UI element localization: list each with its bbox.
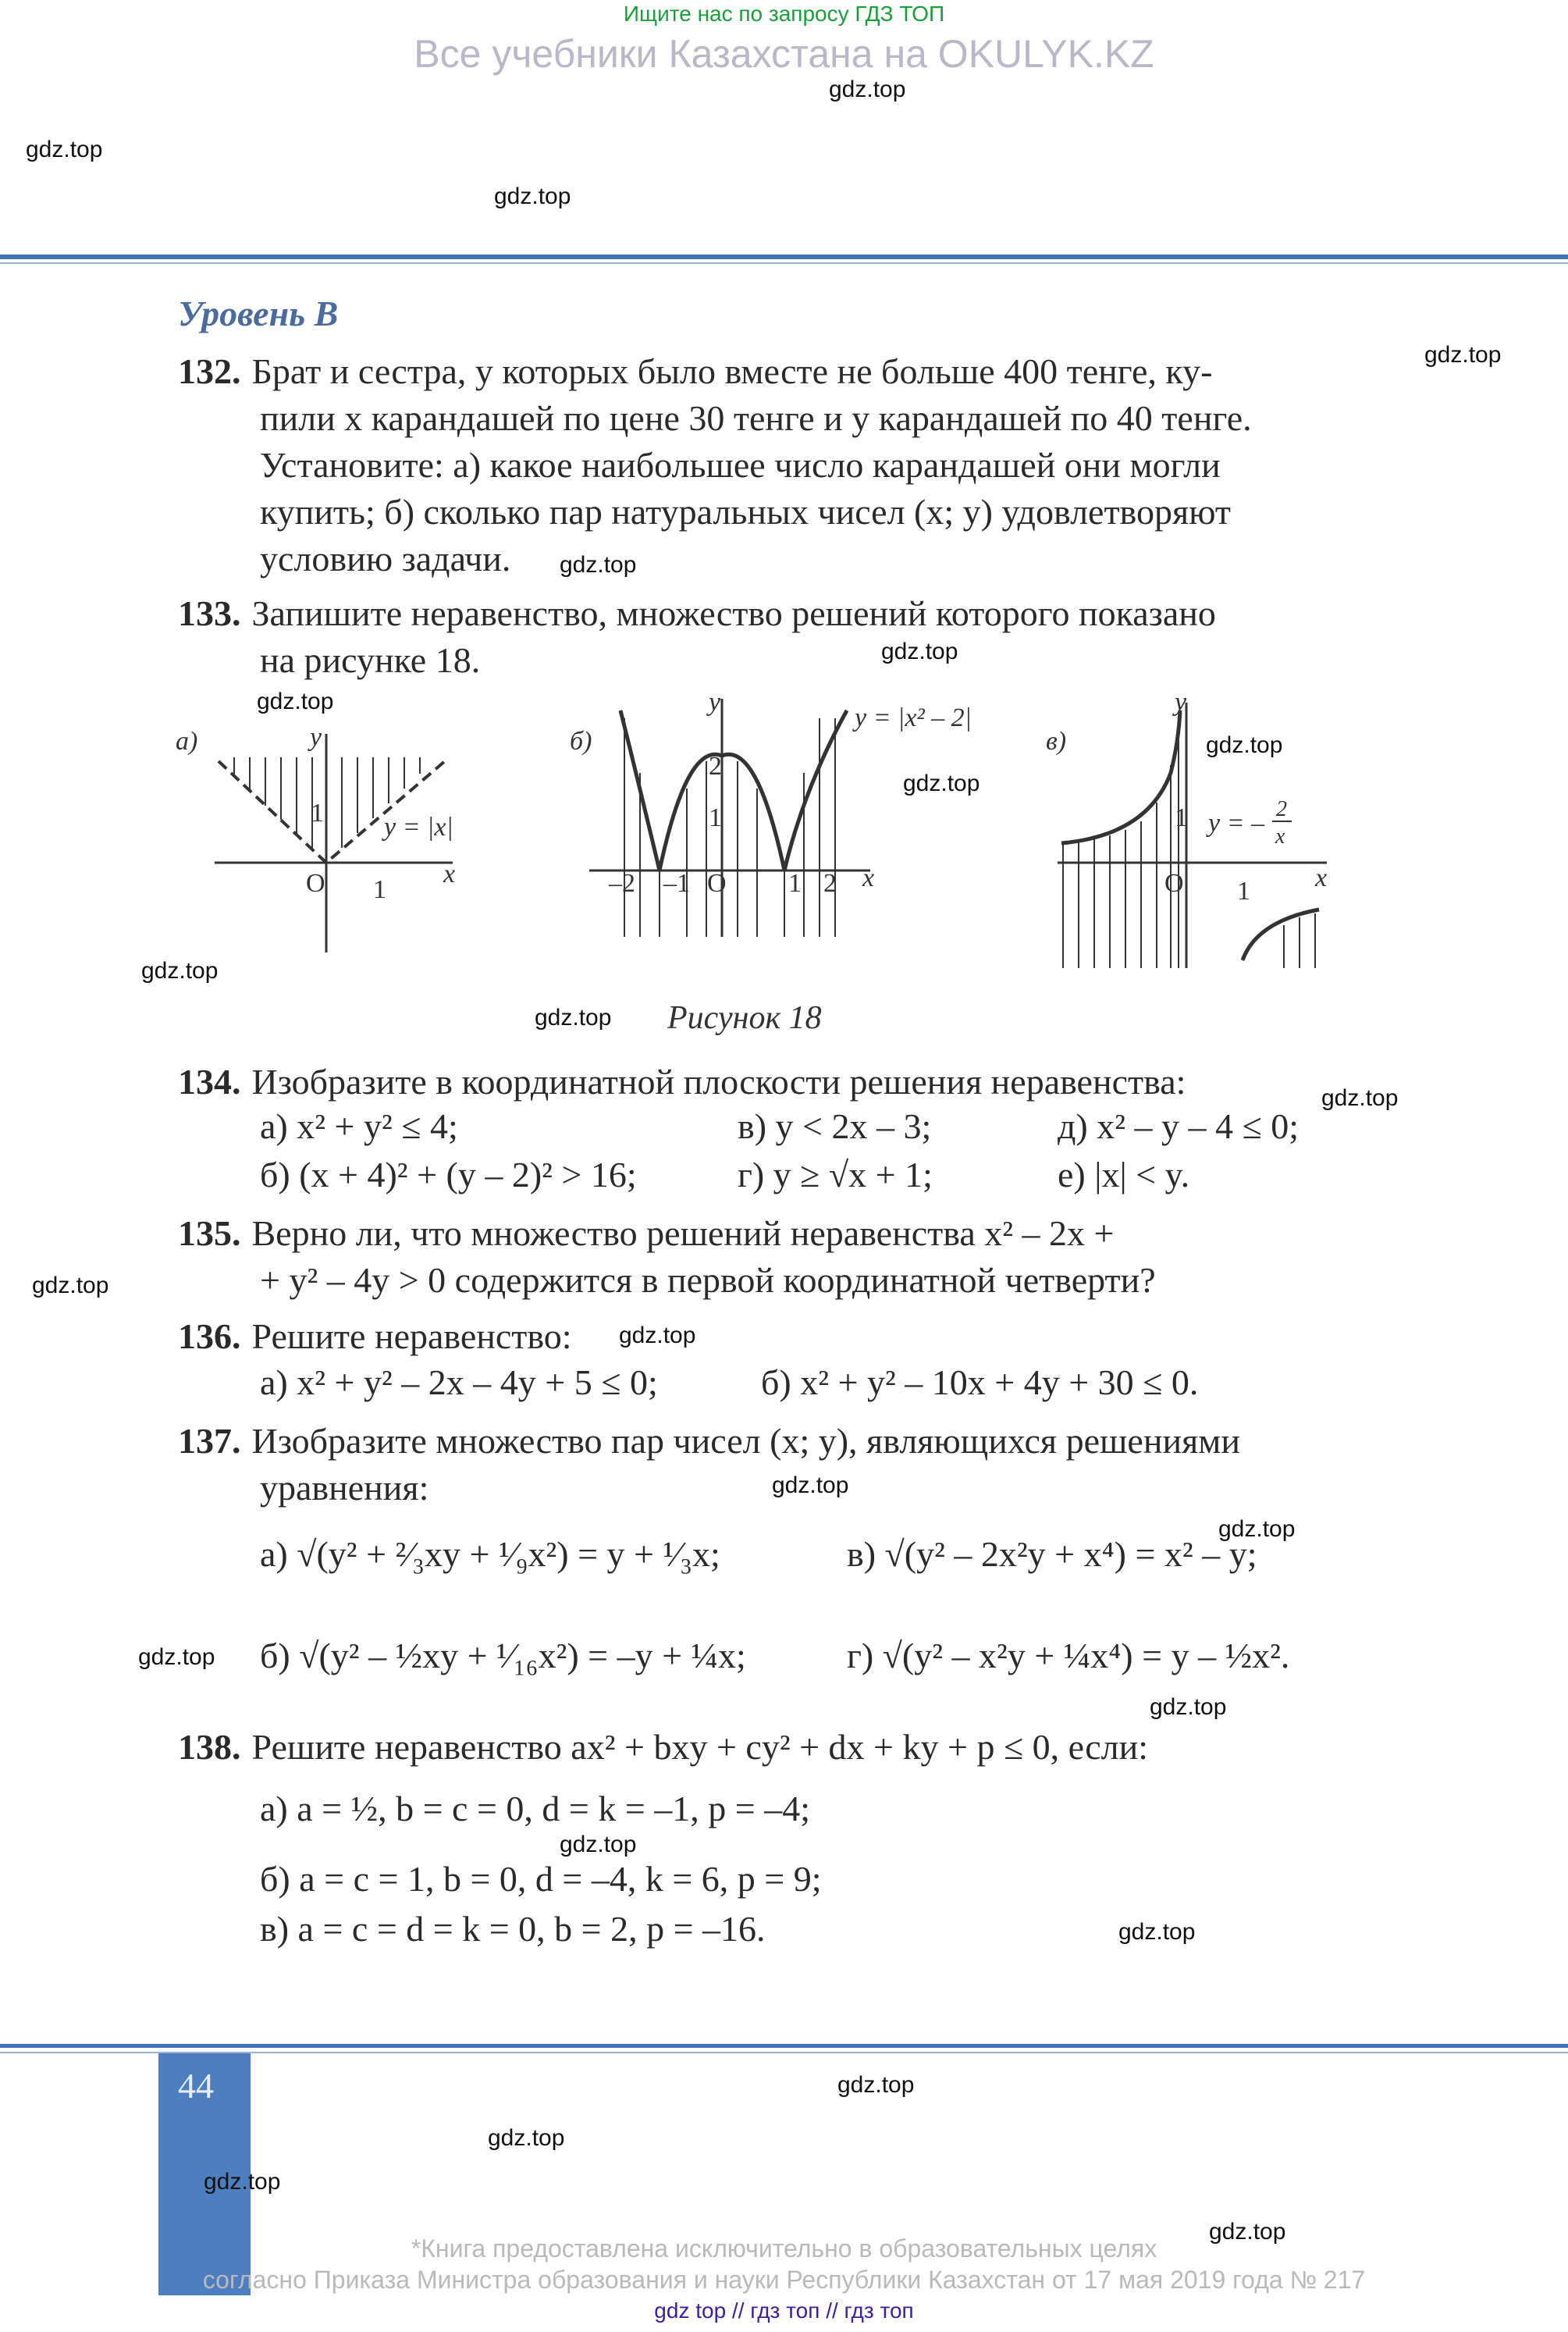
- watermark: gdz.top: [138, 1644, 215, 1670]
- watermark: gdz.top: [494, 183, 571, 209]
- top-rule: [0, 255, 1568, 259]
- watermark: gdz.top: [535, 1005, 612, 1031]
- tick-label: 1: [373, 875, 386, 904]
- level-title: Уровень В: [178, 294, 339, 333]
- tick-label: 1: [788, 869, 802, 898]
- problem-line: Брат и сестра, у которых было вместе не больше 400 тенге, ку-: [251, 351, 1213, 391]
- function-numerator: 2: [1276, 797, 1287, 821]
- subproblem: б) (x + 4)² + (y – 2)² > 16;: [260, 1155, 637, 1194]
- problem-number: 138.: [178, 1727, 241, 1767]
- subproblem: а) x² + y² ≤ 4;: [260, 1106, 458, 1146]
- problem-line: Решите неравенство ax² + bxy + cy² + dx + ky + p ≤ 0, если:: [251, 1727, 1149, 1767]
- tick-label: 1: [1175, 803, 1188, 832]
- problem-line: пили x карандашей по цене 30 тенге и y карандашей по 40 тенге.: [260, 398, 1252, 438]
- problem-line: уравнения:: [260, 1468, 429, 1508]
- watermark: gdz.top: [837, 2072, 915, 2098]
- origin: O: [707, 869, 727, 898]
- axis-y: y: [709, 688, 721, 717]
- watermark: gdz.top: [560, 552, 637, 578]
- axis-y: y: [310, 723, 322, 752]
- label-b: б): [570, 727, 592, 756]
- watermark: gdz.top: [1206, 732, 1283, 758]
- watermark: gdz.top: [1218, 1516, 1296, 1542]
- problem-number: 137.: [178, 1421, 241, 1461]
- function-label: y = |x|: [384, 813, 453, 842]
- function-label: y = |x² – 2|: [855, 703, 972, 732]
- graph-c: [1058, 703, 1327, 968]
- problem-line: Изобразите в координатной плоскости решения неравенства:: [251, 1062, 1186, 1102]
- watermark: gdz.top: [257, 689, 334, 714]
- problem-line: Изобразите множество пар чисел (x; y), являющихся решениями: [251, 1421, 1240, 1461]
- watermark: gdz.top: [1424, 342, 1502, 368]
- subproblem: а) x² + y² – 2x – 4y + 5 ≤ 0;: [260, 1362, 658, 1402]
- problem-number: 134.: [178, 1062, 241, 1102]
- watermark: gdz.top: [204, 2169, 281, 2195]
- axis-x: x: [443, 860, 456, 888]
- problem-line: Запишите неравенство, множество решений которого показано: [251, 593, 1216, 633]
- footer-note-2: согласно Приказа Министра образования и науки Республики Казахстан от 17 мая 2019 года № 217: [202, 2266, 1366, 2294]
- tick-label: –2: [609, 869, 635, 898]
- watermark: gdz.top: [1118, 1919, 1196, 1945]
- problem-line: условию задачи.: [260, 539, 511, 579]
- watermark: gdz.top: [141, 958, 219, 984]
- subproblem: а) a = ½, b = c = 0, d = k = –1, p = –4;: [260, 1789, 811, 1828]
- vertical-lines: [624, 718, 835, 937]
- axis-x: x: [1315, 863, 1328, 892]
- figure-18: [0, 687, 1568, 984]
- problem-line: купить; б) сколько пар натуральных чисел (x; y) удовлетворяют: [260, 492, 1231, 532]
- subproblem: г) y ≥ √x + 1;: [738, 1155, 933, 1194]
- axis-y: y: [1175, 688, 1187, 717]
- problem-number: 132.: [178, 351, 241, 391]
- subproblem: б) a = c = 1, b = 0, d = –4, k = 6, p = 9;: [260, 1859, 822, 1899]
- tick-label: 1: [709, 803, 722, 832]
- footer-note-1: *Книга предоставлена исключительно в образовательных целях: [411, 2234, 1157, 2263]
- tick-label: 1: [1237, 877, 1250, 906]
- label-c: в): [1046, 727, 1067, 756]
- subproblem: г) √(y² – x²y + ¼x⁴) = y – ½x².: [847, 1636, 1290, 1675]
- page-number: 44: [178, 2066, 214, 2106]
- problem-number: 133.: [178, 593, 241, 633]
- watermark: gdz.top: [1150, 1694, 1227, 1720]
- subproblem: в) y < 2x – 3;: [738, 1106, 932, 1146]
- search-note: Ищите нас по запросу ГДЗ ТОП: [623, 2, 945, 26]
- graph-a: [215, 734, 456, 952]
- graph-line-left: [1061, 710, 1180, 843]
- watermark: gdz.top: [26, 137, 103, 162]
- watermark: gdz.top: [32, 1273, 109, 1298]
- subproblem: в) √(y² – 2x²y + x⁴) = x² – y;: [847, 1534, 1257, 1574]
- graph-b: [589, 699, 870, 937]
- watermark: gdz.top: [772, 1472, 849, 1498]
- site-banner[interactable]: Все учебники Казахстана на OKULYK.KZ: [414, 32, 1154, 76]
- problem-line: + y² – 4y > 0 содержится в первой координатной четверти?: [260, 1260, 1156, 1300]
- problem-line: Установите: а) какое наибольшее число карандашей они могли: [260, 445, 1221, 485]
- tick-label: 1: [311, 799, 324, 828]
- watermark: gdz.top: [903, 771, 980, 796]
- axis-x: x: [862, 863, 875, 892]
- function-denominator: x: [1275, 824, 1285, 849]
- problem-line: Решите неравенство:: [251, 1316, 572, 1356]
- origin: O: [306, 869, 325, 898]
- figure-caption: Рисунок 18: [667, 1000, 822, 1036]
- watermark: gdz.top: [560, 1832, 637, 1857]
- watermark: gdz.top: [1321, 1085, 1399, 1111]
- footer-links[interactable]: gdz top // гдз топ // гдз топ: [654, 2298, 914, 2323]
- watermark: gdz.top: [1209, 2219, 1286, 2245]
- subproblem: д) x² – y – 4 ≤ 0;: [1058, 1106, 1300, 1146]
- watermark: gdz.top: [829, 77, 906, 102]
- subproblem: е) |x| < y.: [1058, 1155, 1190, 1194]
- graph-line-right: [1243, 910, 1319, 960]
- origin: O: [1164, 869, 1184, 898]
- problem-line: на рисунке 18.: [260, 640, 481, 680]
- label-a: а): [176, 727, 198, 756]
- function-label: y = –: [1208, 809, 1265, 838]
- top-rule-thin: [0, 262, 1568, 264]
- watermark: gdz.top: [619, 1323, 696, 1348]
- problem-number: 135.: [178, 1213, 241, 1253]
- problem-number: 136.: [178, 1316, 241, 1356]
- tick-label: 2: [823, 869, 837, 898]
- subproblem: б) √(y² – ½xy + ¹⁄₁₆x²) = –y + ¼x;: [260, 1636, 746, 1675]
- tick-label: 2: [709, 752, 722, 781]
- bottom-rule: [0, 2044, 1568, 2048]
- graph-line: [620, 710, 847, 870]
- graph-line: [219, 761, 445, 863]
- subproblem: а) √(y² + ²⁄₃xy + ¹⁄₉x²) = y + ¹⁄₃x;: [260, 1534, 720, 1574]
- subproblem: в) a = c = d = k = 0, b = 2, p = –16.: [260, 1909, 766, 1949]
- tick-label: –1: [663, 869, 690, 898]
- problem-line: Верно ли, что множество решений неравенства x² – 2x +: [251, 1213, 1115, 1253]
- subproblem: б) x² + y² – 10x + 4y + 30 ≤ 0.: [761, 1362, 1199, 1402]
- watermark: gdz.top: [488, 2125, 565, 2151]
- watermark: gdz.top: [881, 639, 958, 664]
